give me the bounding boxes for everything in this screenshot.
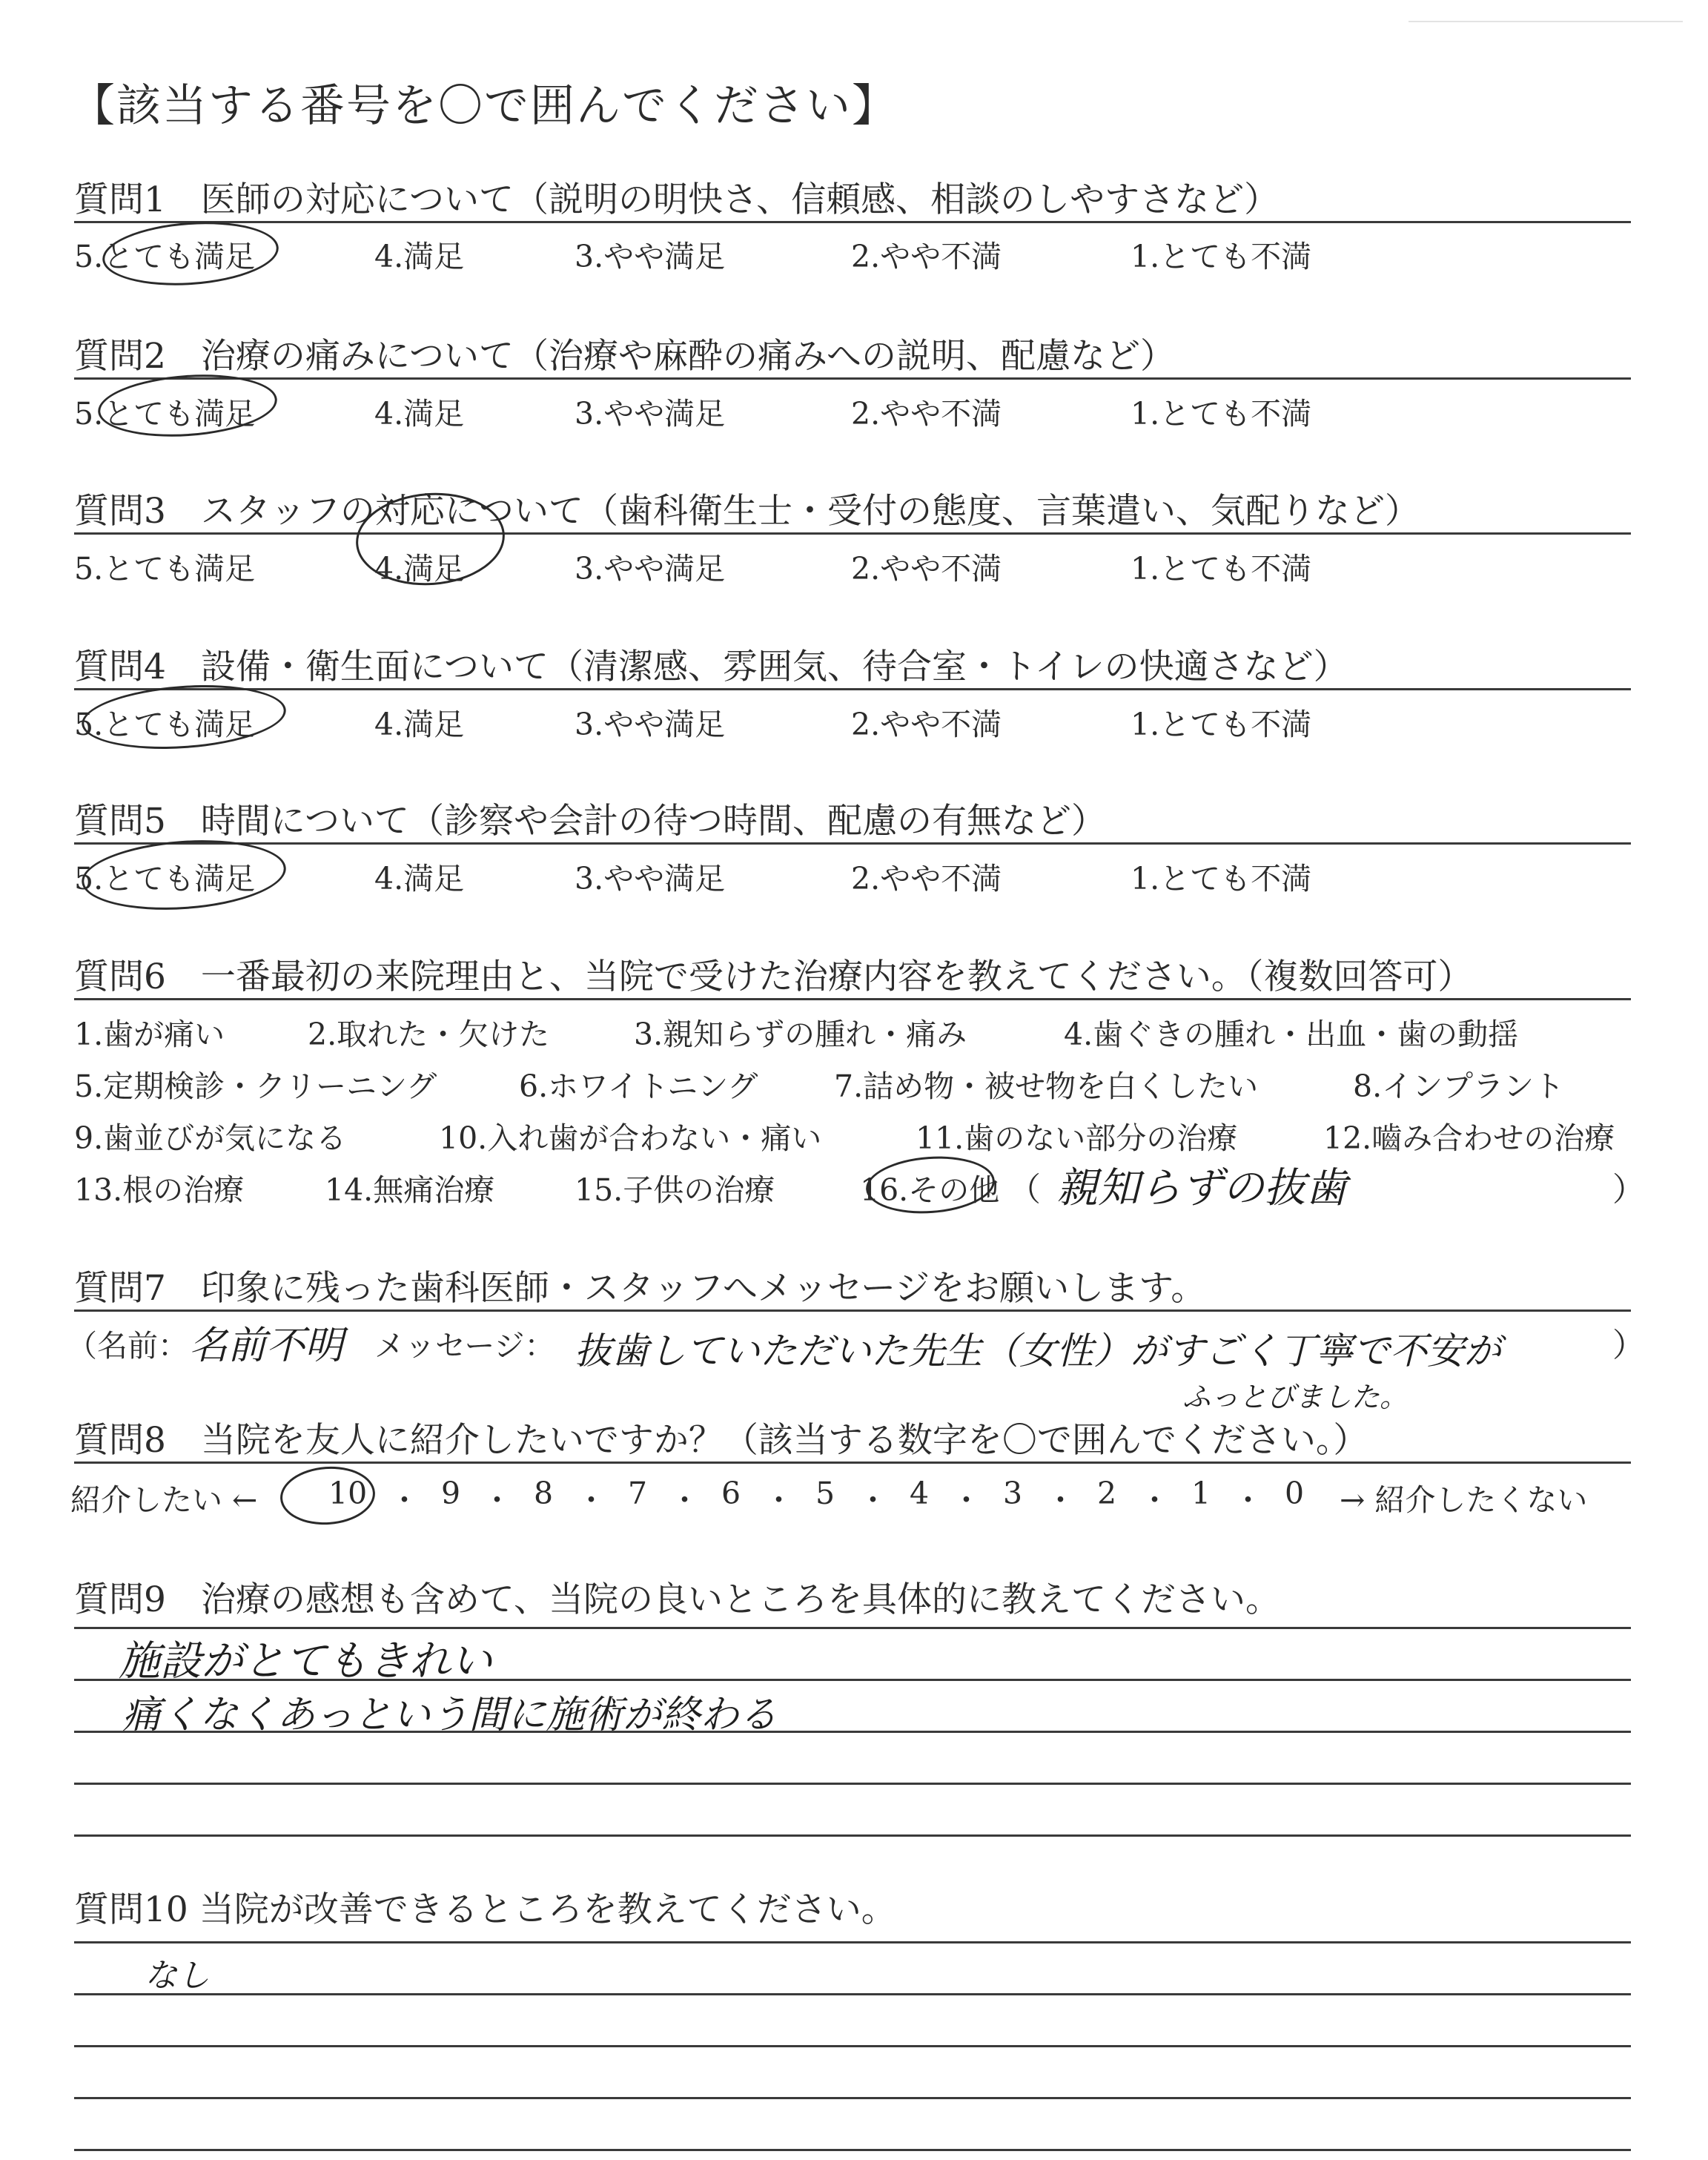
q6-option-9[interactable]: 9.歯並びが気になる — [74, 1120, 347, 1156]
q4-option-4[interactable]: 4.満足 — [374, 707, 465, 742]
question-7-title: 質問7 印象に残った歯科医師・スタッフへメッセージをお願いします。 — [74, 1268, 1206, 1309]
q4-option-2[interactable]: 2.やや不満 — [851, 707, 1002, 742]
q8-scale-4[interactable]: 4 — [910, 1476, 930, 1511]
q8-right-label: → 紹介したくない — [1340, 1482, 1588, 1518]
q6-option-8[interactable]: 8.インプラント — [1353, 1069, 1565, 1104]
question-7-underline — [74, 1309, 1631, 1312]
q2-option-5[interactable]: 5.とても満足 — [74, 396, 256, 432]
q6-option-4[interactable]: 4.歯ぐきの腫れ・出血・歯の動揺 — [1064, 1017, 1519, 1052]
question-8-underline — [74, 1462, 1631, 1464]
q8-sep: ・ — [669, 1482, 700, 1518]
q6-option-12[interactable]: 12.嚙み合わせの治療 — [1323, 1120, 1615, 1156]
q2-option-1[interactable]: 1.とても不満 — [1131, 396, 1312, 432]
q8-scale-10[interactable]: 10 — [328, 1476, 368, 1511]
q6-other-close-paren: ） — [1612, 1171, 1645, 1209]
q2-option-3[interactable]: 3.やや満足 — [575, 396, 726, 432]
q9-answer-handwritten-line1[interactable]: 施設がとてもきれい — [119, 1637, 492, 1685]
question-9-title: 質問9 治療の感想も含めて、当院の良いところを具体的に教えてください。 — [74, 1579, 1280, 1620]
question-8-title: 質問8 当院を友人に紹介したいですか？（該当する数字を〇で囲んでください。） — [74, 1420, 1368, 1461]
question-4-underline — [74, 688, 1631, 690]
q5-option-5[interactable]: 5.とても満足 — [74, 861, 256, 896]
q5-selection-circle — [79, 833, 288, 916]
q8-sep: ・ — [389, 1482, 420, 1518]
form-instruction-header: 【該当する番号を〇で囲んでください】 — [70, 80, 898, 132]
q8-sep: ・ — [1139, 1482, 1170, 1518]
q8-scale-1[interactable]: 1 — [1191, 1476, 1211, 1511]
q8-sep: ・ — [1233, 1482, 1263, 1518]
q10-answer-line-5 — [74, 2149, 1631, 2151]
q8-left-label: 紹介したい ← — [70, 1482, 258, 1518]
q3-option-3[interactable]: 3.やや満足 — [575, 551, 726, 587]
q6-option-7[interactable]: 7.詰め物・被せ物を白くしたい — [834, 1069, 1259, 1104]
q8-sep: ・ — [576, 1482, 606, 1518]
q8-scale-6[interactable]: 6 — [721, 1476, 741, 1511]
question-3-title: 質問3 スタッフの対応について（歯科衛生士・受付の態度、言葉遣い、気配りなど） — [74, 491, 1420, 532]
q1-selection-circle — [100, 217, 280, 291]
q6-option-2[interactable]: 2.取れた・欠けた — [308, 1017, 550, 1052]
q8-selection-circle — [278, 1464, 377, 1528]
q9-answer-handwritten-line2[interactable]: 痛くなくあっという間に施術が終わる — [122, 1693, 778, 1737]
q4-option-1[interactable]: 1.とても不満 — [1131, 707, 1312, 742]
q8-scale-7[interactable]: 7 — [628, 1476, 648, 1511]
q10-answer-handwritten[interactable]: なし — [145, 1957, 210, 1995]
q6-option-3[interactable]: 3.親知らずの腫れ・痛み — [634, 1017, 967, 1052]
q7-message-handwritten-line2[interactable]: ふっとびました。 — [1182, 1381, 1409, 1413]
question-3-underline — [74, 532, 1631, 535]
q8-scale-2[interactable]: 2 — [1097, 1476, 1117, 1511]
q7-message-handwritten-line1[interactable]: 抜歯していただいた先生（女性）がすごく丁寧で不安が — [575, 1330, 1501, 1373]
q7-name-label: （名前： — [67, 1328, 188, 1364]
question-4-title: 質問4 設備・衛生面について（清潔感、雰囲気、待合室・トイレの快適さなど） — [74, 647, 1348, 687]
question-6-underline — [74, 998, 1631, 1000]
q8-scale-5[interactable]: 5 — [815, 1476, 835, 1511]
q3-option-1[interactable]: 1.とても不満 — [1131, 551, 1312, 587]
q3-option-5[interactable]: 5.とても満足 — [74, 551, 256, 587]
q5-option-4[interactable]: 4.満足 — [374, 861, 465, 896]
q9-answer-line-4 — [74, 1783, 1631, 1785]
q8-sep: ・ — [1045, 1482, 1076, 1518]
q8-scale-3[interactable]: 3 — [1003, 1476, 1023, 1511]
q7-message-label: メッセージ： — [374, 1328, 555, 1364]
q4-option-5[interactable]: 5.とても満足 — [74, 707, 256, 742]
q2-option-4[interactable]: 4.満足 — [374, 396, 465, 432]
q6-option-10[interactable]: 10.入れ歯が合わない・痛い — [439, 1120, 822, 1156]
q2-option-2[interactable]: 2.やや不満 — [851, 396, 1002, 432]
q10-answer-line-3 — [74, 2045, 1631, 2047]
q10-answer-line-2 — [74, 1993, 1631, 1995]
q8-scale-9[interactable]: 9 — [441, 1476, 461, 1511]
q1-option-3[interactable]: 3.やや満足 — [575, 239, 726, 274]
q8-sep: ・ — [764, 1482, 794, 1518]
q10-answer-line-1 — [74, 1941, 1631, 1943]
q7-name-handwritten[interactable]: 名前不明 — [189, 1324, 344, 1368]
q6-option-15[interactable]: 15.子供の治療 — [575, 1172, 775, 1208]
question-5-underline — [74, 842, 1631, 845]
q6-option-1[interactable]: 1.歯が痛い — [74, 1017, 225, 1052]
q1-option-1[interactable]: 1.とても不満 — [1131, 239, 1312, 274]
q8-sep: ・ — [482, 1482, 512, 1518]
question-2-title: 質問2 治療の痛みについて（治療や麻酔の痛みへの説明、配慮など） — [74, 336, 1176, 377]
question-6-title: 質問6 一番最初の来院理由と、当院で受けた治療内容を教えてください。（複数回答可） — [74, 957, 1473, 997]
question-2-underline — [74, 377, 1631, 380]
q6-other-open-paren: （ — [1008, 1171, 1041, 1209]
q8-scale-8[interactable]: 8 — [534, 1476, 554, 1511]
q1-option-2[interactable]: 2.やや不満 — [851, 239, 1002, 274]
q7-close-paren: ） — [1612, 1327, 1645, 1364]
q6-other-handwritten[interactable]: 親知らずの抜歯 — [1056, 1164, 1347, 1212]
q6-option-16[interactable]: 16.その他 — [860, 1172, 1000, 1208]
q8-scale-0[interactable]: 0 — [1285, 1476, 1305, 1511]
q6-option-14[interactable]: 14.無痛治療 — [325, 1172, 495, 1208]
q3-option-4[interactable]: 4.満足 — [374, 551, 465, 587]
q1-option-4[interactable]: 4.満足 — [374, 239, 465, 274]
question-5-title: 質問5 時間について（診察や会計の待つ時間、配慮の有無など） — [74, 801, 1106, 842]
q5-option-2[interactable]: 2.やや不満 — [851, 861, 1002, 896]
q4-option-3[interactable]: 3.やや満足 — [575, 707, 726, 742]
q5-option-1[interactable]: 1.とても不満 — [1131, 861, 1312, 896]
q8-sep: ・ — [951, 1482, 982, 1518]
q1-option-5[interactable]: 5.とても満足 — [74, 239, 256, 274]
q6-option-5[interactable]: 5.定期検診・クリーニング — [74, 1069, 437, 1104]
q6-option-11[interactable]: 11.歯のない部分の治療 — [916, 1120, 1238, 1156]
question-10-title: 質問10 当院が改善できるところを教えてください。 — [74, 1889, 896, 1930]
q9-answer-line-5 — [74, 1834, 1631, 1837]
q10-answer-line-4 — [74, 2097, 1631, 2099]
q8-sep: ・ — [858, 1482, 888, 1518]
q3-option-2[interactable]: 2.やや不満 — [851, 551, 1002, 587]
q6-option-6[interactable]: 6.ホワイトニング — [519, 1069, 758, 1104]
question-1-title: 質問1 医師の対応について（説明の明快さ、信頼感、相談のしやすさなど） — [74, 179, 1280, 220]
q5-option-3[interactable]: 3.やや満足 — [575, 861, 726, 896]
question-1-underline — [74, 221, 1631, 223]
q6-option-13[interactable]: 13.根の治療 — [74, 1172, 245, 1208]
top-edge-line — [1409, 21, 1683, 22]
